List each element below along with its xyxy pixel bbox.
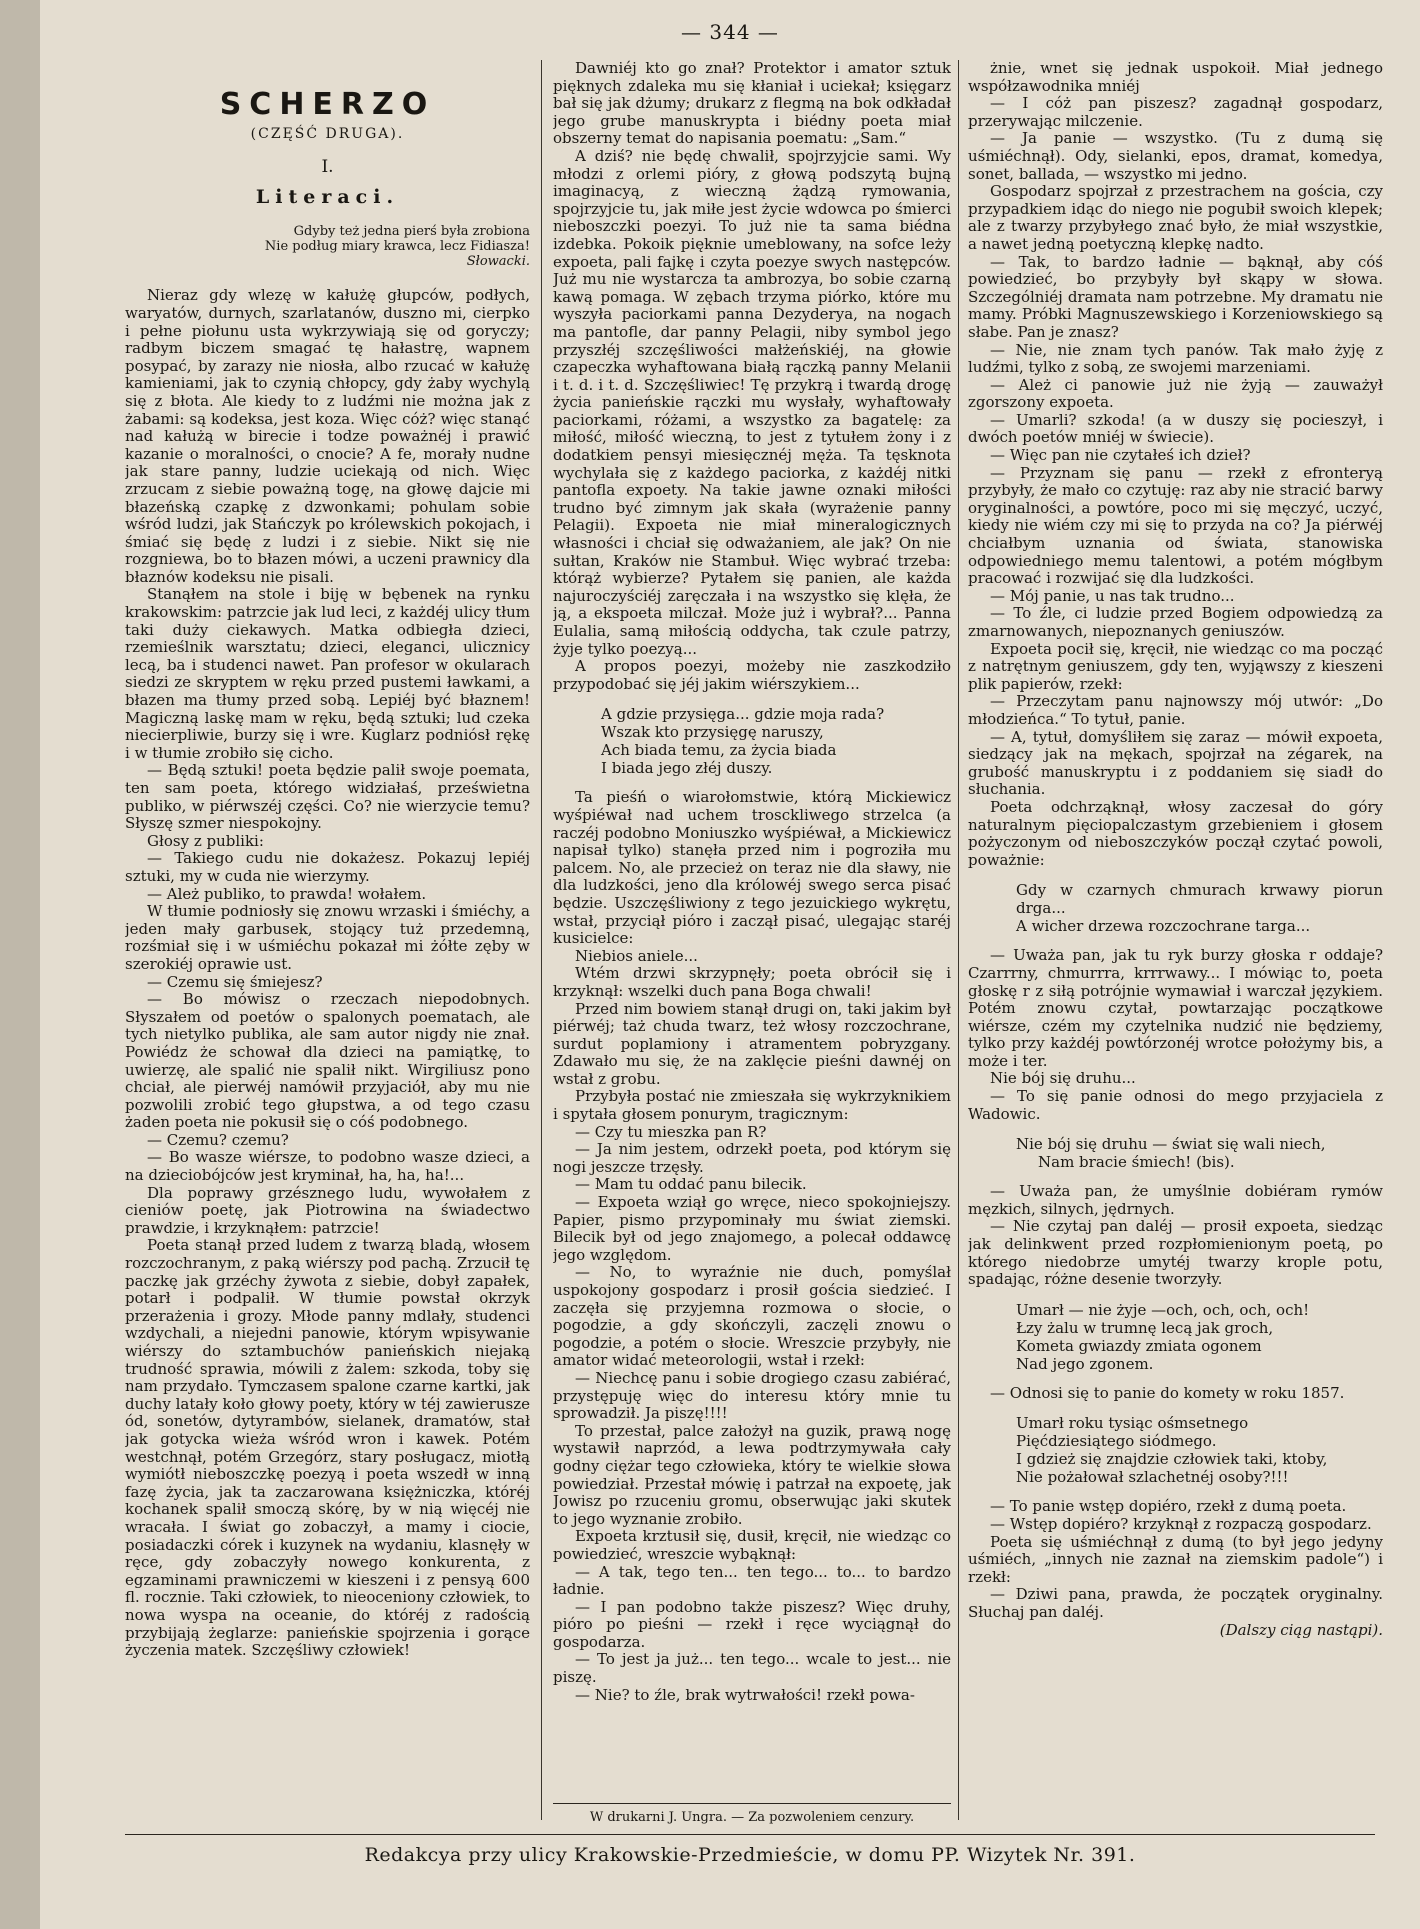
epigraph [165,224,530,269]
paragraph: Dawniéj kto go znał? Protektor i amator sztuk pięknych zdaleka mu się kłaniał i uciekał; księgarz bał się jak dżumy; drukarz z flegmą na bok odkładał jego grube manuskrypta i biédny poeta miał obszerny temat do napisania poematu: „Sam.“ [553,60,951,148]
epigraph-line: Gdyby też jedna pierś była zrobiona [293,224,530,240]
paragraph: — To panie wstęp dopiéro, rzekł z dumą poeta. [990,1497,1347,1516]
printer-note: W drukarni J. Ungra. — Za pozwoleniem cenzury. [589,1810,915,1825]
column-3 [968,60,1383,1850]
paragraph: Niebios aniele... [575,946,698,965]
paragraph: A dziś? nie będę chwalił, spojrzyjcie sami. Wy młodzi z orlemi pióry, z głową podszytą bujną imaginacyą, z wieczną żądzą rymowania, spojrzyjcie tu, jak miłe jest życie wdowca po śmierci nieboszczki poezyi. To już nie ta sama biédna izdebka. Pokoik pięknie umeblowany, na sofce leży expoeta, pali fajkę i czyta poezye swych następców. Już mu nie wystarcza ta ambrozya, bo sobie czarną kawą pomaga. W zębach trzyma piórko, które mu wyszyła paciorkami panna Dezyderya, na nogach ma pantofle, dar panny Pelagii, niby symbol jego przyszłéj szczęśliwości małżeńskiéj, na głowie czapeczka wyhaftowana białą rączką panny Melanii i t. d. i t. d. Szczęśliwiec! Tę przykrą i twardą drogę życia panieńskie rączki mu wysłały, wyhaftowały paciorkami, różami, a wszystko za bagatelę: za miłość, miłość wieczną, to jest z tytułem żony i z dodatkiem pensyi miesięcznéj męża. Ta tęsknota wychylała się z każdego paciorka, z każdéj nitki pantofla expoety. Na takie jawne oznaki miłości trudno być zimnym jak skała (wyrażenie panny Pelagii). Expoeta nie miał mineralogicznych własności i chciał się odważaniem, ale jak? On nie sułtan, Kraków nie Stambuł. Więc wybrać trzeba: którąż wybierze? Pytałem się panien, ale każda najuroczyściéj zaręczała i na wszystko się klęła, że ją, a ekspoeta milczał. Może już i wybrał?... Panna Eulalia, samą miłością oddycha, tak czule patrzy, żyje tylko poezyą... [553,146,951,658]
paragraph: W tłumie podniosły się znowu wrzaski i śmiéchy, a jeden mały garbusek, stojący tuż przedemną, rozśmiał się i w uśmiéchu pokazał mi żółte zęby w szerokiéj oprawie ust. [125,902,530,973]
column-rule [541,60,542,1820]
paragraph: — Odnosi się to panie do komety w roku 1857. [990,1383,1345,1402]
paragraph: — I cóż pan piszesz? zagadnął gospodarz, przerywając milczenie. [968,94,1383,130]
poem-line: Łzy żalu w trumnę lecą jak groch, [1016,1318,1274,1337]
paragraph: — Expoeta wziął go wręce, nieco spokojniejszy. Papier, pismo przypominały mu świat ziemski. Bilecik był od jego znajomego, a polecał oddawcę jego względom. [553,1193,951,1264]
paragraph: — A, tytuł, domyśliłem się zaraz — mówił expoeta, siedzący jak na mękach, spojrzał na zégarek, na grubość manuskryptu i z poddaniem się siadł do słuchania. [968,727,1383,799]
poem-line: Pięćdziesiątego siódmego. [1016,1432,1217,1451]
paragraph: Głosy z publiki: [147,831,264,850]
paragraph: — To jest ja już... ten tego... wcale to jest... nie piszę. [553,1650,951,1687]
paragraph: Przybyła postać nie zmieszała się wykrzyknikiem i spytała głosem ponurym, tragicznym: [553,1087,951,1124]
continuation-note: (Dalszy ciąg nastąpi). [1219,1620,1383,1639]
paragraph: — Mam tu oddać panu bilecik. [575,1175,807,1194]
paragraph: — Umarli? szkoda! (a w duszy się pocieszył, i dwóch poetów mniéj w świecie). [968,410,1383,447]
paragraph: — To się panie odnosi do mego przyjaciela z Wadowic. [968,1087,1383,1123]
poem-line: Umarł — nie żyje —och, och, och, och! [1016,1300,1310,1319]
poem-stanza [1016,1414,1383,1486]
column-rule [958,60,959,1820]
paragraph: — Mój panie, u nas tak trudno... [990,586,1235,605]
paragraph: — Wstęp dopiéro? krzyknął z rozpaczą gospodarz. [990,1515,1372,1533]
poem-line: Umarł roku tysiąc ośmsetnego [1016,1414,1249,1433]
paragraph: — Ależ ci panowie już nie żyją — zauważył zgorszony expoeta. [968,375,1383,412]
paragraph: Expoeta krztusił się, dusił, kręcił, nie wiedząc co powiedzieć, wreszcie wybąknął: [553,1527,951,1563]
poem-line: Gdy w czarnych chmurach krwawy piorun drga... [1016,881,1383,918]
column-2 [553,60,951,1805]
paragraph: — Czy tu mieszka pan R? [575,1122,767,1141]
paragraph: Poeta się uśmiéchnął z dumą (to był jego jedyny uśmiéch, „innych nie zaznał na ziemskim padole“) i rzekł: [968,1532,1383,1586]
section-number: I. [321,157,334,178]
poem-stanza [1016,1135,1383,1171]
print-rule [553,1803,951,1804]
poem-line: Kometa gwiazdy zmiata ogonem [1016,1336,1262,1355]
paragraph: — A tak, tego ten... ten tego... to... to bardzo ładnie. [553,1562,951,1599]
paragraph: — Nie? to źle, brak wytrwałości! rzekł powa- [575,1685,915,1704]
poem-line: A wicher drzewa rozczochrane targa... [1016,917,1311,936]
paragraph: — Nie czytaj pan daléj — prosił expoeta, siedząc jak delinkwent przed rozpłomienionym poetą, po którego niedobrze umytéj twarzy krople potu, spadając, różne desenie tworzyły. [968,1217,1383,1289]
paragraph: Ta pieśń o wiarołomstwie, którą Mickiewicz wyśpiéwał nad uchem trosckliwego strzelca (a raczéj podobno Moniuszko wyśpiéwał, a Mickiewicz napisał tylko) stanęła przed nim i pogroziła mu palcem. No, ale przecież on teraz nie dla sławy, nie dla ludzkości, jeno dla królowéj swego serca pisać będzie. Uszczęśliwiony z tego jezuickiego wykrętu, wstał, przyciął pióro i zaczął pisać, ulegając staréj kusicielce: [553,788,951,948]
poem-line: I biada jego złéj duszy. [601,759,773,778]
footer-rule [125,1834,1375,1835]
paragraph: — Bo wasze wiérsze, to podobno wasze dzieci, a na dzieciobójców jest kryminał, ha, ha, ha!... [125,1148,530,1185]
paragraph: — Nie, nie znam tych panów. Tak mało żyję z ludźmi, tylko z sobą, ze swojemi marzeniami. [968,340,1383,377]
article-title: SCHERZO [219,87,436,122]
poem-line: Nad jego zgonem. [1016,1354,1154,1373]
paragraph: Poeta odchrząknął, włosy zaczesał do góry naturalnym pięciopalczastym grzebieniem i głosem pożyczonym od nieboszczyków począł czytać powoli, poważnie: [968,797,1383,869]
paragraph: Dla poprawy grzésznego ludu, wywołałem z cieniów poetę, jak Piotrowina na świadectwo prawdzie, i krzyknąłem: patrzcie! [125,1183,530,1237]
paragraph: — To źle, ci ludzie przed Bogiem odpowiedzą za zmarnowanych, niepoznanych geniuszów. [968,604,1383,640]
poem-line: A gdzie przysięga... gdzie moja rada? [601,705,885,724]
paragraph: — Czemu się śmiejesz? [147,972,323,991]
paragraph: Gospodarz spojrzał z przestrachem na gościa, czy przypadkiem idąc do niego nie pogubił swoich klepek; ale z twarzy przybyłego znać było, że miał wszystkie, a nawet jedną poetyczną klepkę nadto. [968,182,1383,253]
paragraph: — Przeczytam panu najnowszy mój utwór: „Do młodzieńca.“ To tytuł, panie. [968,692,1383,728]
paragraph: — Więc pan nie czytałeś ich dzieł? [990,446,1251,465]
section-title: Literaci. [255,185,400,208]
poem-line: I gdzież się znajdzie człowiek taki, ktoby, [1016,1450,1328,1469]
paragraph: — Uważa pan, jak tu ryk burzy głoska r oddaje? Czarrrny, chmurrra, krrrwawy... I mówiąc to, poeta głoskę r z siłą potrójnie wymawiał i warczał językiem. Potém znowu czytał, powtarzając początkowe wiérsze, czém my czytelnika nudzić nie będziemy, tylko przy każdéj powtórzonéj wrotce położymy bis, a może i ter. [968,946,1383,1070]
paragraph: — Czemu? czemu? [147,1130,289,1149]
article-subtitle: (CZĘŚĆ DRUGA). [250,125,405,142]
column-1 [125,60,530,1800]
page-number: — 344 — [681,20,779,44]
paragraph: Expoeta pocił się, kręcił, nie wiedząc co ma począć z natrętnym geniuszem, gdy ten, wyjąwszy z kieszeni plik papierów, rzekł: [968,639,1383,693]
paragraph: — Dziwi pana, prawda, że początek oryginalny. Słuchaj pan daléj. [968,1585,1383,1621]
paragraph: — Tak, to bardzo ładnie — bąknął, aby cóś powiedzieć, bo przybyły był skąpy w słowa. Szczególniéj dramata nam potrzebne. My dramatu nie mamy. Próbki Magnuszewskiego i Korzeniowskiego są słabe. Pan je znasz? [968,252,1383,341]
poem-line: Nie pożałował szlachetnéj osoby?!!! [1016,1468,1289,1487]
paragraph: To przestał, palce założył na guzik, prawą nogę wystawił naprzód, a lewa podtrzymywała cały godny ciężar tego człowieka, który te wielkie słowa powiedział. Przestał mówię i patrzał na expoetę, jak Jowisz po rzuceniu gromu, obserwując jaki skutek to jego wyznanie zrobiło. [553,1421,951,1528]
paragraph: — Będą sztuki! poeta będzie palił swoje poemata, ten sam poeta, którego widziałaś, prześwietna publiko, w piérwszéj części. Co? nie wierzycie temu? Słyszę szmer niespokojny. [125,761,530,833]
poem-line: Ach biada temu, za życia biada [601,741,837,760]
paragraph: — No, to wyraźnie nie duch, pomyślał uspokojony gospodarz i prosił gościa siedzieć. I zaczęła się przyjemna rozmowa o słocie, o pogodzie, a gdy skończyli, zaczęli znowu o pogodzie, a potém o słocie. Wreszcie przybyły, nie amator widać meteorologii, wstał i rzekł: [553,1263,951,1370]
paragraph: — Ależ publiko, to prawda! wołałem. [147,884,427,903]
paragraph: Stanąłem na stole i biję w bębenek na rynku krakowskim: patrzcie jak lud leci, z każdéj ulicy tłum taki duży ciekawych. Matka odbiegła dzieci, rzemieślnik warsztatu; dzieci, eleganci, ulicznicy lecą, ba i studenci nawet. Pan profesor w okularach siedzi ze skryptem w ręku przed pustemi ławkami, a błazen ma tłumy przed sobą. Lepiéj być błaznem! Magiczną laskę mam w ręku, będą sztuki; lud czeka niecierpliwie, burzy się i wre. Kuglarz podniósł rękę i w tłumie zrobiło się cicho. [125,585,530,762]
paragraph: — I pan podobno także piszesz? Więc druhy, pióro po pieśni — rzekł i ręce wyciągnął do gospodarza. [553,1597,951,1651]
paragraph: — Przyznam się panu — rzekł z efronteryą przybyły, że mało co czytuję: raz aby nie stracić barwy oryginalności, a powtóre, poco mi się męczyć, uczyć, kiedy nie wiém czy mi się to przyda na co? Ja piérwéj chciałbym uznania od świata, stanowiska odpowiedniego memu talentowi, a potém mógłbym pracować i rozwijać się dla ludzkości. [968,463,1383,588]
paragraph: A propos poezyi, możeby nie zaszkodziło przypodobać się jéj jakim wiérszykiem... [553,657,951,693]
epigraph-author: Słowacki. [466,254,530,270]
paragraph: — Niechcę panu i sobie drogiego czasu zabiérać, przystępuję więc do interesu który mnie tu sprowadził. Ja piszę!!!! [553,1368,951,1423]
editorial-address: Redakcya przy ulicy Krakowskie-Przedmieście, w domu PP. Wizytek Nr. 391. [364,1844,1136,1866]
poem-line: Nie bój się druhu — świat się wali niech, [1016,1135,1326,1154]
paragraph: Nieraz gdy wlezę w kałużę głupców, podłych, waryatów, durnych, szarlatanów, duszno mi, cierpko i pełne piołunu usta wykrzywiają się od goryczy; radbym biczem smagać tę hałastrę, wapnem posypać, by zarazy nie niosła, albo rzucać w kałużę kamieniami, jak to czynią chłopcy, gdy żaby wychylą się z błota. Ale kiedy to z ludźmi nie można jak z żabami: są kodeksa, jest koza. Więc cóż? więc stanąć nad kałużą w birecie i todze poważnéj i prawić kazanie o moralności, o cnocie? A fe, morały nudne jak stare panny, ludzie uciekają od nich. Więc zrzucam z siebie poważną togę, na głowę dajcie mi błazeńską czapkę z dzwonkami; pohulam sobie wśród ludzi, jak Stańczyk po królewskich pokojach, i śmiać się będę z ludzi i z siebie. Nikt się nie rozgniewa, bo to błazen mówi, a uczeni prawnicy dla błaznów kodeksu nie pisali. [125,286,530,586]
paragraph: — Takiego cudu nie dokażesz. Pokazuj lepiéj sztuki, my w cuda nie wierzymy. [125,849,530,885]
paragraph: Poeta stanął przed ludem z twarzą bladą, włosem rozczochranym, z paką wiérszy pod pachą. Zrzucił tę paczkę jak grzéchy żywota z siebie, dobył zapałek, potarł i podpalił. W tłumie powstał okrzyk przerażenia i grozy. Młode panny mdlały, studenci wzdychali, a niejedni panowie, którym wpisywanie wiérszy do sztambuchów panieńskich niejaką trudność sprawia, mówili z żalem: szkoda, toby się nam przydało. Tymczasem spalone czarne kartki, jak duchy latały koło głowy poety, który w téj zawierusze ód, sonetów, dytyrambów, sielanek, dramatów, stał jak gotycka wieża wśród wron i kawek. Potém westchnął, potém Grzegórz, stary posługacz, miotłą wymiótł nieboszczkę poezyą i poeta wszedł w inną fazę życia, jak ta zaczarowana księżniczka, któréj kochanek spalił smoczą skórę, by w nią więcéj nie wracała. I świat go zobaczył, a mamy i ciocie, posiadaczki córek i kuzynek na wydaniu, klasnęły w ręce, gdy zobaczyły nowego konkurenta, z egzaminami prawniczemi w kieszeni i z pensyą 600 fl. rocznie. Taki człowiek, to nieoceniony człowiek, to nowa wyspa na oceanie, do któréj z radością przybijają żeglarze: panieńskie spojrzenia i gorące życzenia matek. Szczęśliwy człowiek! [125,1236,530,1660]
poem-stanza [1016,1301,1383,1373]
paragraph: Przed nim bowiem stanął drugi on, taki jakim był piérwéj; taż chuda twarz, też włosy rozczochrane, surdut poplamiony i atramentem pobryzgany. Zdawało mu się, że na zaklęcie pieśni dawnéj on wstał z grobu. [553,999,951,1088]
paragraph: Nie bój się druhu... [990,1069,1136,1088]
poem-line: Wszak kto przysięgę naruszy, [601,723,824,742]
paragraph: żnie, wnet się jednak uspokoił. Miał jednego współzawodnika mniéj [968,60,1383,95]
epigraph-line: Nie podług miary krawca, lecz Fidiasza! [264,239,530,255]
paragraph: — Bo mówisz o rzeczach niepodobnych. Słyszałem od poetów o spalonych poematach, ale tych nietylko publika, ale sam autor nigdy nie znał. Powiédz że schował dla dzieci na pamiątkę, to uwierzę, ale spalić nie spalił nikt. Wirgiliusz pono chciał, ale pierwéj namówił przyjaciół, aby mu nie pozwolili zrobić tego głupstwa, a od tego czasu żaden poeta nie pokusił się o cóś podobnego. [125,990,530,1132]
paragraph: Wtém drzwi skrzypnęły; poeta obrócił się i krzyknął: wszelki duch pana Boga chwali! [553,964,951,1000]
poem-line: Nam bracie śmiech! (bis). [1038,1153,1235,1172]
poem-stanza [601,705,951,777]
poem-stanza [1016,881,1383,935]
paragraph: — Ja nim jestem, odrzekł poeta, pod którym się nogi jeszcze trzęsły. [553,1140,951,1176]
paragraph: — Uważa pan, że umyślnie dobiéram rymów męzkich, silnych, jędrnych. [968,1182,1383,1218]
page-gutter [0,0,40,1929]
paragraph: — Ja panie — wszystko. (Tu z dumą się uśmiéchnął). Ody, sielanki, epos, dramat, komedya, sonet, ballada, — wszystko mi jedno. [968,129,1383,183]
